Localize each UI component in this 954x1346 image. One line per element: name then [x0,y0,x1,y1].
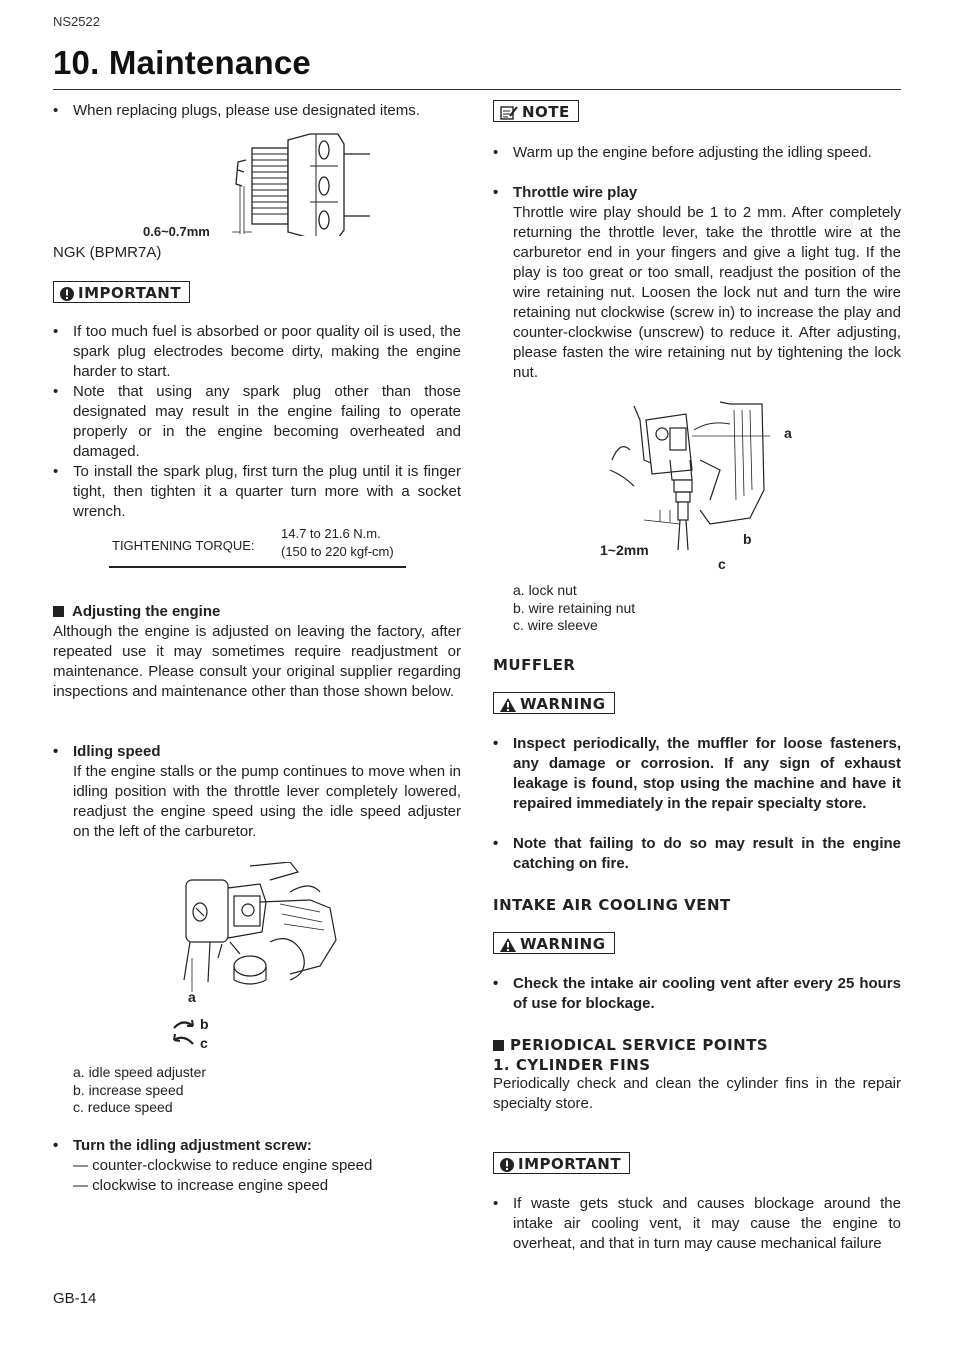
fig2-caption-b: b. wire retaining nut [513,599,636,616]
title-rule [53,89,901,90]
throttle-wire-figure [600,400,770,550]
exclamation-icon [60,287,74,301]
idle-text: If the engine stalls or the pump continues to move when in idling position with the throttle lever completely lowered, readjust the engine speed using the idle speed adjuster on the left of the carburetor. [73,763,461,840]
fig1-caption-a: a. idle speed adjuster [73,1064,207,1080]
spark-plug-figure [228,130,373,236]
warning-box-2 [493,932,615,954]
torque-underline [109,566,406,568]
torque-label: TIGHTENING TORQUE: [112,538,255,553]
adjust-heading [53,602,220,622]
important-bullet-2: • Note that using any spark plug other than those designated may result in the engine failing to operate properly or in the engine becoming overheated and damaged. [53,382,461,462]
square-bullet-icon [493,1040,504,1051]
torque-value-nm: 14.7 to 21.6 N.m. [281,526,381,541]
rotation-arrows-icon [171,1016,197,1046]
fig1-captions [73,1064,206,1117]
plug-model: NGK (BPMR7A) [53,244,162,261]
fig2-label-a: a [784,425,792,441]
model-number: NS2522 [53,14,100,29]
important-bullet-1: • If too much fuel is absorbed or poor quality oil is used, the spark plug electrodes become dirty, making the engine harder to start. [53,322,461,382]
important-label: IMPORTANT [78,284,182,302]
idle-heading: • Idling speed [53,742,461,762]
fig1-label-a: a [188,989,196,1005]
fins-heading: 1. CYLINDER FINS [493,1056,651,1074]
intake-heading: INTAKE AIR COOLING VENT [493,896,731,914]
note-label: NOTE [522,103,570,121]
fig2-gap-label: 1~2mm [600,542,649,558]
important-box-2 [493,1152,630,1174]
page-title: 10. Maintenance [53,44,311,81]
fig1-caption-b: b. increase speed [73,1081,184,1098]
note-bullet: • Warm up the engine before adjusting the idling speed. [493,143,921,163]
fig2-caption-c: c. wire sleeve [513,617,598,633]
torque-value-kgf: (150 to 220 kgf-cm) [281,544,394,559]
fig2-label-b: b [743,531,752,547]
warning-triangle-icon [500,938,516,952]
turn-line-1: — counter-clockwise to reduce engine speed [73,1157,373,1174]
adjust-text: Although the engine is adjusted on leaving the factory, after repeated use it may sometimes require readjustment or maintenance. Please consult your original supplier regarding inspections and maintenance other than those shown below. [53,623,461,700]
warning-triangle-icon [500,698,516,712]
torque-value [281,525,394,561]
service-heading [493,1035,768,1055]
fig1-caption-c: c. reduce speed [73,1099,173,1115]
square-bullet-icon [53,606,64,617]
note-pencil-icon [500,106,518,120]
throttle-heading: • Throttle wire play [493,183,901,203]
idle-adjust-figure [170,862,340,992]
warning-label: WARNING [520,695,606,713]
warning-box-1 [493,692,615,714]
muffler-heading: MUFFLER [493,656,576,674]
important-bullet-3: • To install the spark plug, first turn the plug until it is finger tight, then tighten it a quarter turn more with a socket wrench. [53,462,461,522]
right-important-bullet: • If waste gets stuck and causes blockage around the intake air cooling vent, it may cause the engine to overheat, and that in turn may cause mechanical failure [493,1194,901,1254]
plug-gap-label: 0.6~0.7mm [143,224,210,239]
important-label: IMPORTANT [518,1155,622,1173]
fig2-caption-a: a. lock nut [513,582,577,598]
warning-label: WARNING [520,935,606,953]
throttle-text: Throttle wire play should be 1 to 2 mm. After completely returning the throttle lever, take the throttle wire at the carburetor end in your fingers and give a light tug. If the play is too great or too small, readjust the position of the wire retaining nut. Loosen the lock nut and turn the wire retaining nut clockwise (screw in) to increase the play and counter-clockwise (unscrew) to reduce it. After adjusting, please fasten the wire retaining nut by tightening the lock nut. [513,204,901,381]
muffler-bullet-2: • Note that failing to do so may result in the engine catching on fire. [493,834,901,874]
note-box [493,100,579,122]
service-heading-text: PERIODICAL SERVICE POINTS [510,1036,769,1054]
fig2-captions [513,582,635,635]
plug-bullet: • When replacing plugs, please use designated items. [53,101,461,121]
exclamation-icon [500,1158,514,1172]
adjust-heading-text: Adjusting the engine [72,603,221,620]
turn-line-2: — clockwise to increase engine speed [73,1177,329,1194]
intake-bullet: • Check the intake air cooling vent after every 25 hours of use for blockage. [493,974,901,1014]
fig1-label-c: c [200,1035,208,1051]
fins-text: Periodically check and clean the cylinder fins in the repair specialty store. [493,1075,901,1112]
important-box-1 [53,281,190,303]
fig2-label-c: c [718,556,726,572]
fig1-label-b: b [200,1016,209,1032]
muffler-bullet-1: • Inspect periodically, the muffler for loose fasteners, any damage or corrosion. If any sign of exhaust leakage is found, stop using the machine and have it repaired immediately in the repair specialty store. [493,734,901,814]
turn-heading: • Turn the idling adjustment screw: [53,1136,461,1156]
page-number: GB-14 [53,1290,97,1307]
